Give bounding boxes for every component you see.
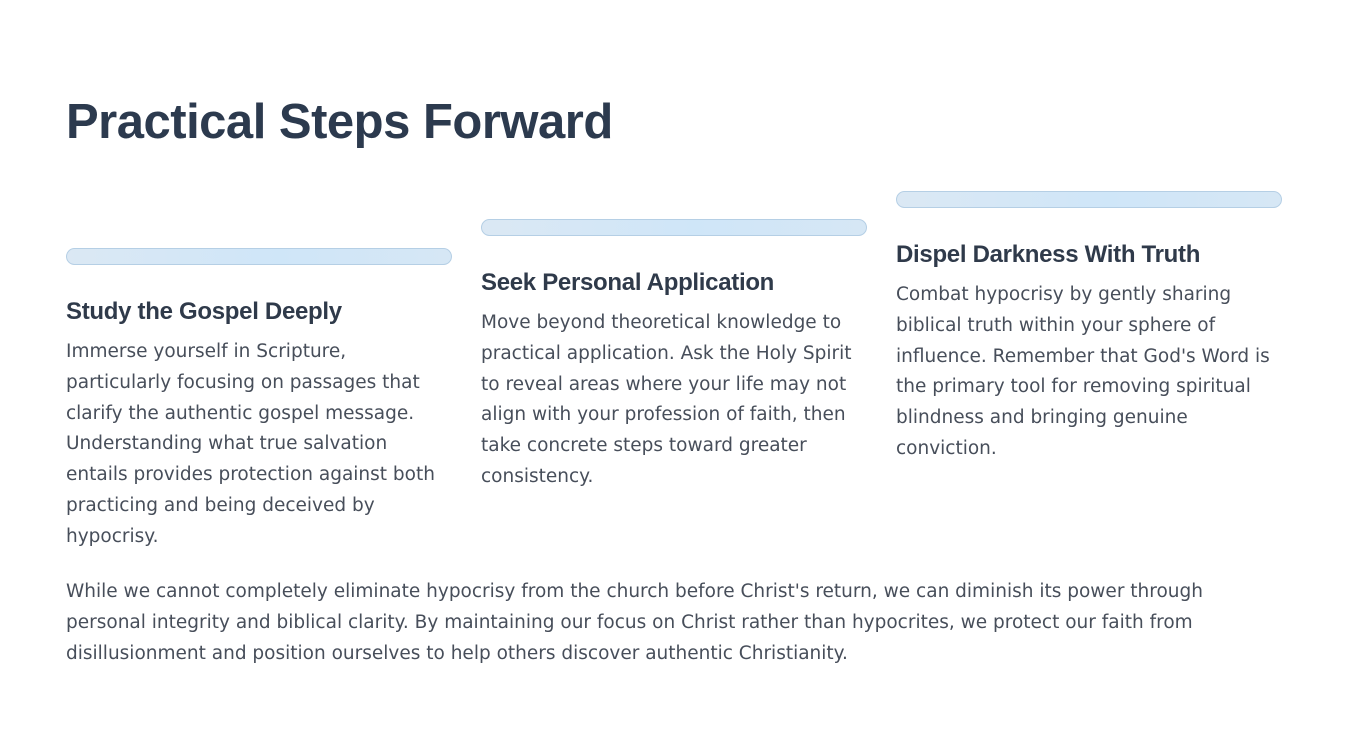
step-description: Immerse yourself in Scripture, particularly focusing on passages that clarify the authentic gospel message. Understanding what true salvation entails provides protection against both practicing and being deceived by hypocrisy. [66,341,435,547]
step-heading: Dispel Darkness With Truth [896,241,1201,268]
step-card-study-gospel [66,248,452,553]
closing-paragraph: While we cannot completely eliminate hypocrisy from the church before Christ's return, we can diminish its power through personal integrity and biblical clarity. By maintaining our focus on Christ rather than hypocrites, we protect our faith from disillusionment and position ourselves to help others discover authentic Christianity. [66,581,1203,664]
step-heading: Study the Gospel Deeply [66,298,342,325]
step-accent-bar [66,248,452,265]
step-card-dispel-darkness [896,191,1282,465]
step-accent-bar [896,191,1282,208]
page-title: Practical Steps Forward [66,95,613,149]
step-card-personal-application [481,219,867,493]
step-accent-bar [481,219,867,236]
step-description: Combat hypocrisy by gently sharing biblical truth within your sphere of influence. Remember that God's Word is the primary tool for removing spiritual blindness and bringing genuine conviction. [896,284,1270,459]
step-description: Move beyond theoretical knowledge to practical application. Ask the Holy Spirit to reveal areas where your life may not align with your profession of faith, then take concrete steps toward greater consistency. [481,312,852,487]
step-heading: Seek Personal Application [481,269,775,296]
